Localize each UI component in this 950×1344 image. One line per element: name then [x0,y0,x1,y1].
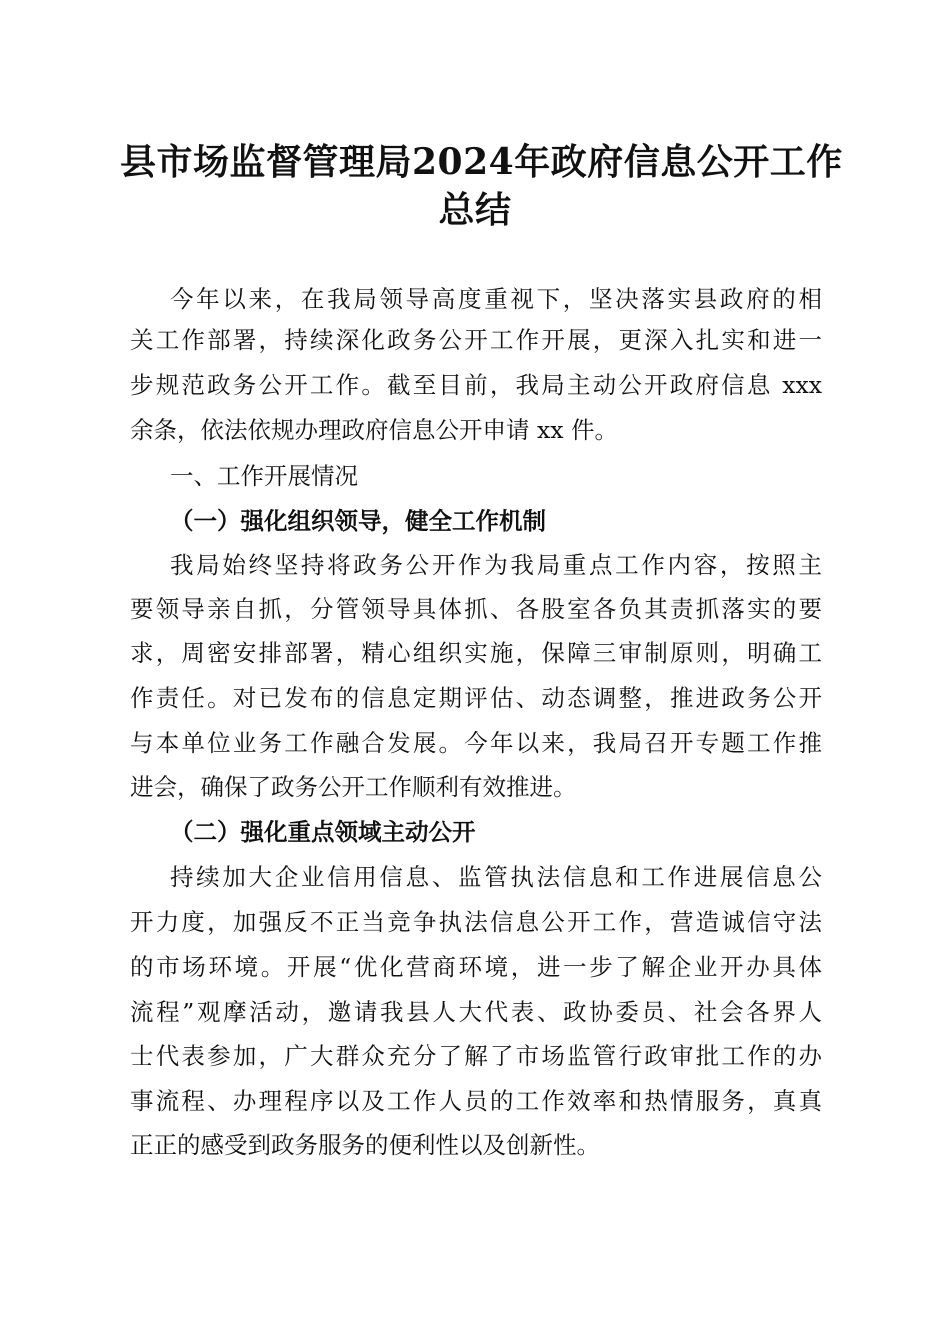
intro-line: 余条，依法依规办理政府信息公开申请 xx 件。 [130,416,618,444]
paragraph-line: 我局始终坚持将政务公开作为我局重点工作内容，按照主 [170,551,822,579]
paragraph-line: 持续加大企业信用信息、监管执法信息和工作进展信息公 [170,863,822,891]
paragraph-line: 要领导亲自抓，分管领导具体抓、各股室各负其责抓落实的要 [130,595,822,623]
subsection-heading: （二）强化重点领域主动公开 [170,818,476,846]
intro-line: 今年以来，在我局领导高度重视下，坚决落实县政府的相 [170,285,822,313]
paragraph-line: 流程”观摩活动，邀请我县人大代表、政协委员、社会各界人 [130,998,822,1026]
document-title-line-2: 总结 [438,189,512,231]
paragraph-line: 开力度，加强反不正当竞争执法信息公开工作，营造诚信守法 [130,908,822,936]
paragraph-line: 的市场环境。开展“优化营商环境，进一步了解企业开办具体 [130,953,822,981]
paragraph-line: 与本单位业务工作融合发展。今年以来，我局召开专题工作推 [130,729,822,757]
paragraph-line: 士代表参加，广大群众充分了解了市场监管行政审批工作的办 [130,1042,822,1070]
paragraph-line: 求，周密安排部署，精心组织实施，保障三审制原则，明确工 [130,639,822,667]
paragraph-line: 正正的感受到政务服务的便利性以及创新性。 [130,1131,600,1159]
paragraph-line: 进会，确保了政务公开工作顺利有效推进。 [130,773,577,801]
document-title-line-1: 县市场监督管理局2024年政府信息公开工作 [120,141,843,183]
intro-line: 关工作部署，持续深化政务公开工作开展，更深入扎实和进一 [130,326,822,354]
subsection-heading: （一）强化组织领导，健全工作机制 [170,507,546,535]
intro-line: 步规范政务公开工作。截至目前，我局主动公开政府信息 xxx [130,371,822,399]
paragraph-line: 作责任。对已发布的信息定期评估、动态调整，推进政务公开 [130,684,822,712]
paragraph-line: 事流程、办理程序以及工作人员的工作效率和热情服务，真真 [130,1087,822,1115]
section-heading: 一、工作开展情况 [170,462,358,490]
